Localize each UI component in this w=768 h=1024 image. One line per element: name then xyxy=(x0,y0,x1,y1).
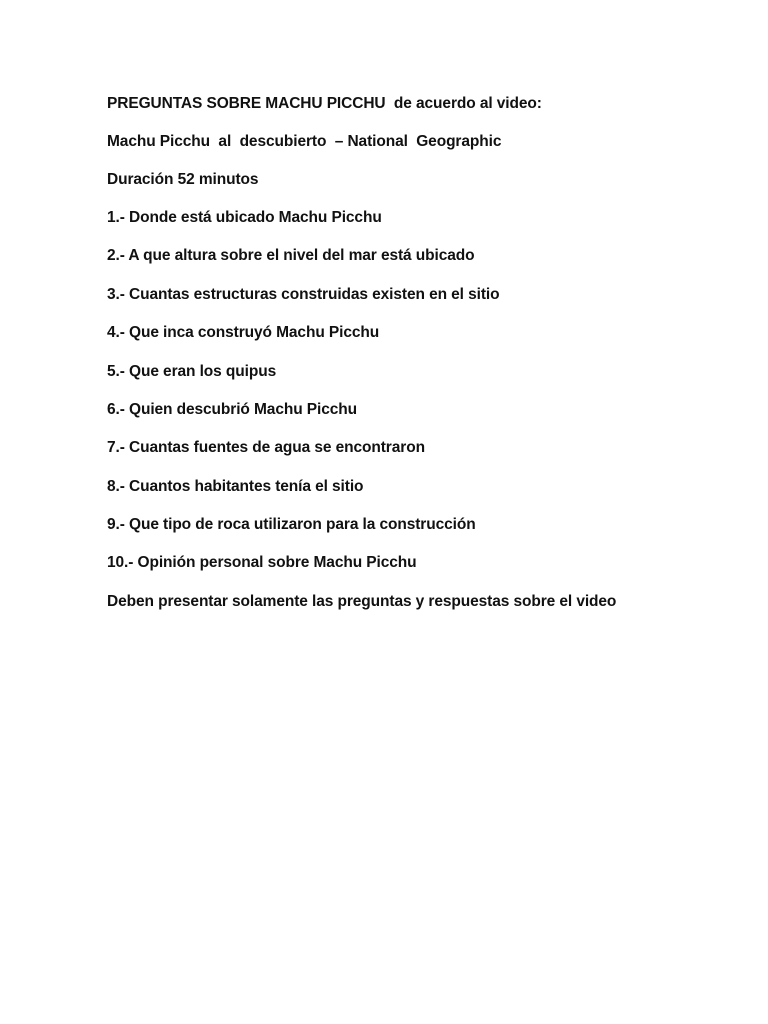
question-item: 1.- Donde está ubicado Machu Picchu xyxy=(107,209,382,226)
question-item: 5.- Que eran los quipus xyxy=(107,363,277,380)
question-item: 3.- Cuantas estructuras construidas existen en el sitio xyxy=(107,286,500,303)
question-item: 4.- Que inca construyó Machu Picchu xyxy=(107,324,380,341)
closing-instruction: Deben presentar solamente las preguntas y respuestas sobre el video xyxy=(107,593,617,610)
question-item: 6.- Quien descubrió Machu Picchu xyxy=(107,401,358,418)
question-item: 9.- Que tipo de roca utilizaron para la construcción xyxy=(107,516,476,533)
question-item: 2.- A que altura sobre el nivel del mar está ubicado xyxy=(107,247,475,264)
question-item: 7.- Cuantas fuentes de agua se encontraron xyxy=(107,439,425,456)
duration-line: Duración 52 minutos xyxy=(107,171,259,188)
question-item: 8.- Cuantos habitantes tenía el sitio xyxy=(107,478,364,495)
document-title: PREGUNTAS SOBRE MACHU PICCHU de acuerdo al video: xyxy=(107,95,542,112)
video-reference: Machu Picchu al descubierto – National Geographic xyxy=(107,133,502,150)
question-item: 10.- Opinión personal sobre Machu Picchu xyxy=(107,554,417,571)
